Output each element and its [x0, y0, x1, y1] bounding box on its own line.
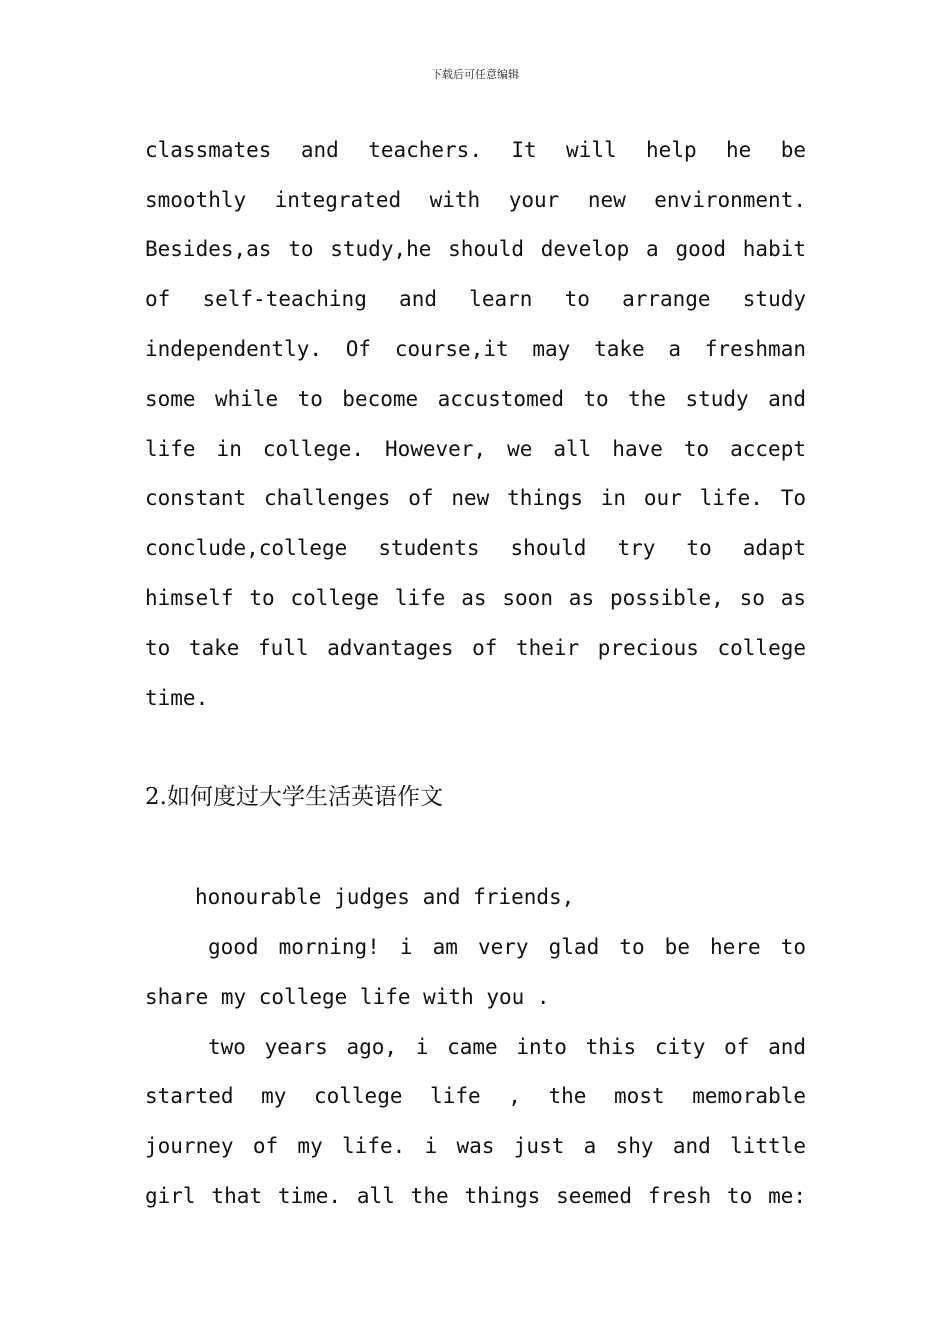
text-line: smoothly integrated with your new environment. — [145, 188, 806, 212]
page-header: 下载后可任意编辑 — [431, 68, 519, 81]
text-line: some while to become accustomed to the study and — [145, 387, 806, 411]
text-line: life in college. However, we all have to accept — [145, 437, 806, 461]
text-line: journey of my life. i was just a shy and little — [145, 1134, 806, 1158]
text-line: share my college life with you . — [145, 985, 550, 1009]
text-line: Besides,as to study,he should develop a good habit — [145, 237, 806, 261]
text-line: conclude,college students should try to adapt — [145, 536, 806, 560]
text-line: himself to college life as soon as possible, so as — [145, 586, 806, 610]
text-line: time. — [145, 686, 209, 710]
section-heading: 2.如何度过大学生活英语作文 — [145, 784, 443, 810]
text-line: constant challenges of new things in our life. To — [145, 486, 806, 510]
text-line: girl that time. all the things seemed fresh to me: — [145, 1184, 806, 1208]
salutation: honourable judges and friends, — [195, 885, 575, 909]
text-line: good morning! i am very glad to be here to — [208, 935, 806, 959]
text-line: of self-teaching and learn to arrange study — [145, 287, 806, 311]
text-line: classmates and teachers. It will help he be — [145, 138, 806, 162]
text-line: started my college life , the most memorable — [145, 1084, 806, 1108]
text-line: two years ago, i came into this city of and — [208, 1035, 806, 1059]
text-line: independently. Of course,it may take a freshman — [145, 337, 806, 361]
text-line: to take full advantages of their precious college — [145, 636, 806, 660]
